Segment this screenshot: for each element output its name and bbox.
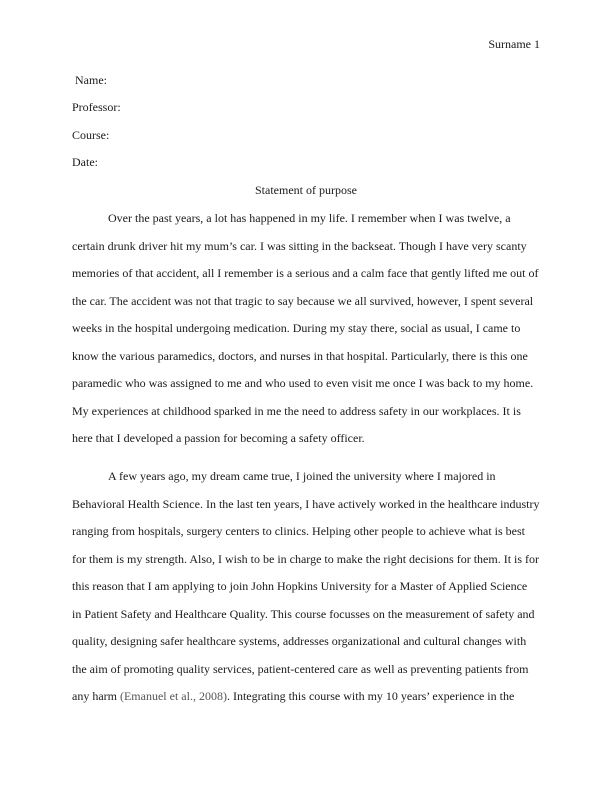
course-line: Course: bbox=[72, 128, 110, 142]
paragraph-line: weeks in the hospital undergoing medication. During my stay there, social as usual, I came to bbox=[72, 321, 521, 335]
line-text: any harm bbox=[72, 689, 120, 703]
paragraph-line: the aim of promoting quality services, patient-centered care as well as preventing patients from bbox=[72, 661, 529, 676]
paragraph-line: ranging from hospitals, surgery centers to clinics. Helping other people to achieve what is best bbox=[72, 524, 525, 538]
date-line: Date: bbox=[72, 155, 98, 169]
paragraph-last-line bbox=[72, 689, 514, 703]
paragraph-line: A few years ago, my dream came true, I joined the university where I majored in bbox=[108, 469, 496, 483]
paragraph-line: Over the past years, a lot has happened in my life. I remember when I was twelve, a bbox=[108, 211, 511, 225]
line-text: . Integrating this course with my 10 years’ experience in the bbox=[226, 689, 515, 703]
name-line: Name: bbox=[75, 73, 107, 87]
paragraph-line: Behavioral Health Science. In the last ten years, I have actively worked in the healthcare industry bbox=[72, 496, 540, 511]
citation: (Emanuel et al., 2008) bbox=[119, 689, 227, 703]
paragraph-line: this reason that I am applying to join John Hopkins University for a Master of Applied Science bbox=[72, 579, 528, 593]
professor-line: Professor: bbox=[72, 100, 121, 114]
document-title: Statement of purpose bbox=[255, 183, 357, 197]
paragraph-line: for them is my strength. Also, I wish to be in charge to make the right decisions for them. It is for bbox=[72, 551, 540, 566]
paragraph-line: certain drunk driver hit my mum’s car. I was sitting in the backseat. Though I have very scanty bbox=[72, 238, 527, 253]
paragraph-line: know the various paramedics, doctors, and nurses in that hospital. Particularly, there is this one bbox=[72, 348, 528, 363]
paragraph-line: the car. The accident was not that tragic to say because we all survived, however, I spent several bbox=[72, 293, 534, 308]
running-head: Surname 1 bbox=[488, 37, 540, 51]
paragraph-line: My experiences at childhood sparked in me the need to address safety in our workplaces. It is bbox=[72, 403, 521, 418]
paragraph-line: here that I developed a passion for becoming a safety officer. bbox=[72, 431, 365, 445]
paragraph-line: quality, designing safer healthcare systems, addresses organizational and cultural changes with bbox=[72, 634, 527, 648]
paragraph-line: memories of that accident, all I remember is a serious and a calm face that gently lifted me out of bbox=[72, 266, 539, 280]
paragraph-line: paramedic who was assigned to me and who used to even visit me once I was back to my home. bbox=[72, 376, 534, 390]
paragraph-line: in Patient Safety and Healthcare Quality. This course focusses on the measurement of safety and bbox=[72, 606, 535, 621]
